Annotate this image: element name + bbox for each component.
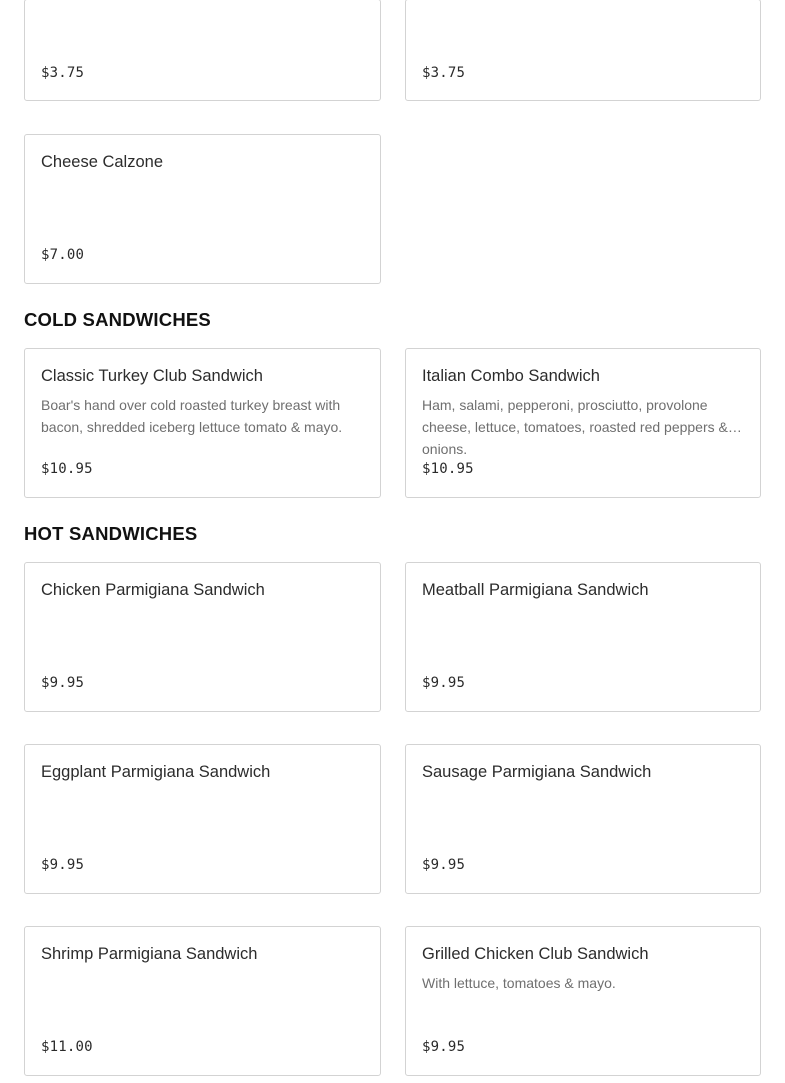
item-price: $9.95: [422, 1039, 466, 1055]
item-description: Boar's hand over cold roasted turkey breast with bacon, shredded iceberg lettuce tomato & mayo.: [41, 397, 343, 435]
item-price: $11.00: [41, 1039, 93, 1055]
item-name: Sausage Parmigiana Sandwich: [422, 763, 652, 781]
item-price: $10.95: [422, 461, 474, 477]
menu-item-card-italian-combo[interactable]: [405, 348, 761, 498]
menu-item-card-classic-turkey-club[interactable]: [24, 348, 381, 498]
item-name: Cheese Calzone: [41, 153, 163, 171]
item-name: Classic Turkey Club Sandwich: [41, 367, 263, 385]
section-heading-cold-sandwiches: COLD SANDWICHES: [24, 309, 211, 330]
item-price: $9.95: [422, 857, 466, 873]
item-price: $3.75: [422, 65, 466, 81]
item-name: Shrimp Parmigiana Sandwich: [41, 945, 258, 963]
menu-item-card-grilled-chicken-club[interactable]: [405, 926, 761, 1076]
item-description: Ham, salami, pepperoni, prosciutto, provolone cheese, lettuce, tomatoes, roasted red peppers & onions.: [422, 397, 728, 457]
menu-item-card-eggplant-parmigiana[interactable]: [24, 744, 381, 894]
item-price: $9.95: [41, 857, 85, 873]
menu-item-card-meatball-parmigiana[interactable]: [405, 562, 761, 712]
menu-item-card-shrimp-parmigiana[interactable]: [24, 926, 381, 1076]
item-name: Chicken Parmigiana Sandwich: [41, 581, 265, 599]
menu-item-card-cheese-calzone[interactable]: [24, 134, 381, 284]
item-price: $7.00: [41, 247, 85, 263]
menu-item-card-sausage-parmigiana[interactable]: [405, 744, 761, 894]
menu-item-card[interactable]: [24, 0, 381, 101]
item-name: Eggplant Parmigiana Sandwich: [41, 763, 271, 781]
item-price: $3.75: [41, 65, 85, 81]
item-price: $10.95: [41, 461, 93, 477]
section-heading-hot-sandwiches: HOT SANDWICHES: [24, 523, 198, 544]
menu-item-card[interactable]: [405, 0, 761, 101]
item-price: $9.95: [41, 675, 85, 691]
item-price: $9.95: [422, 675, 466, 691]
menu-item-card-chicken-parmigiana[interactable]: [24, 562, 381, 712]
item-name: Meatball Parmigiana Sandwich: [422, 581, 649, 599]
item-name: Grilled Chicken Club Sandwich: [422, 945, 649, 963]
item-name: Italian Combo Sandwich: [422, 367, 600, 385]
item-description: With lettuce, tomatoes & mayo.: [422, 975, 616, 991]
